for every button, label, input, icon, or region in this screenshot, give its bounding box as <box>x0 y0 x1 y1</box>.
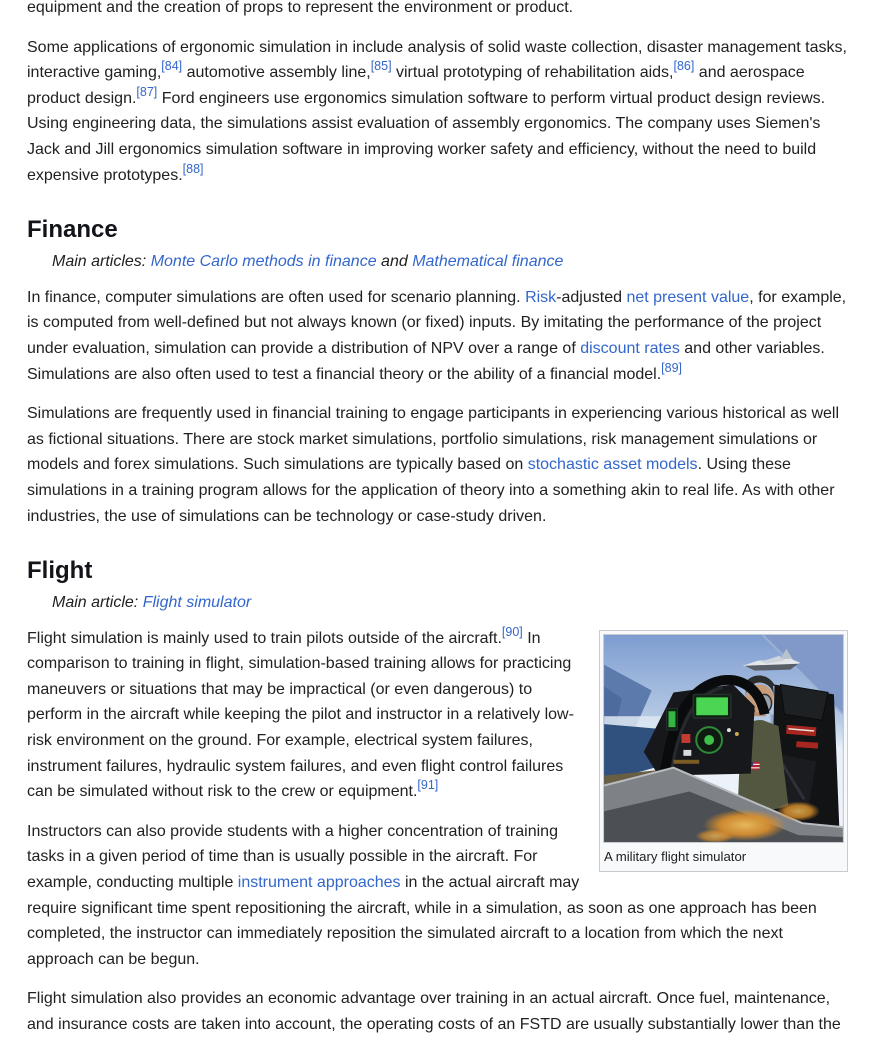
link-flight-simulator[interactable]: Flight simulator <box>142 594 252 612</box>
ref-91 <box>417 778 438 792</box>
ref-85 <box>371 59 392 73</box>
ref-86 <box>673 59 694 73</box>
link-mathematical-finance[interactable]: Mathematical finance <box>412 253 564 271</box>
text-segment: , for example, is computed from well-defined but not always known (or fixed) inputs. By imitating the performance of the project under evaluation, simulation can provide a distribution of NPV over a range of <box>27 288 847 357</box>
text-segment: equipment and the creation of props to represent the environment or product. <box>27 0 574 16</box>
ref-84-link[interactable]: [84] <box>161 59 183 74</box>
link-net-present-value[interactable]: net present value <box>626 288 750 306</box>
ref-89 <box>661 361 682 375</box>
text-segment: Simulations are frequently used in financial training to engage participants in experiencing various historical as well as fictional situations. There are stock market simulations, portfolio simulations, risk management simulations or models and forex simulations. Such simulations are typically based on <box>27 405 840 474</box>
paragraph-ergonomics-applications <box>27 35 848 189</box>
text-segment: in the actual aircraft may require significant time spent repositioning the aircraft, while in a simulation, as soon as one approach has been completed, the instructor can immediately reposition the simulated aircraft to a location from which the next approach can be begun. <box>27 874 817 968</box>
text-segment: Some applications of ergonomic simulation in include analysis of solid waste collection, disaster management tasks, interactive gaming, <box>27 38 847 82</box>
text-segment: virtual prototyping of rehabilitation aids, <box>391 64 674 82</box>
hatnote-flight <box>27 590 848 616</box>
text-segment: and other variables. Simulations are also often used to test a financial theory or the ability of a financial model. <box>27 339 825 383</box>
ref-91-link[interactable]: [91] <box>417 778 439 793</box>
text-segment: . Using these simulations in a training program allows for the application of theory into a something akin to real life. As with other industries, the use of simulations can be technology or case-study driven. <box>27 456 835 525</box>
link-instrument-approaches[interactable]: instrument approaches <box>237 874 401 892</box>
text-segment: -adjusted <box>556 288 627 306</box>
text-segment: Flight simulation also provides an economic advantage over training in an actual aircraft. Once fuel, maintenance, and insurance costs are taken into account, the operating costs of an FSTD are usually substantially lower than the <box>27 990 841 1033</box>
link-stochastic-asset-models[interactable]: stochastic asset models <box>527 456 698 474</box>
text-segment: In finance, computer simulations are often used for scenario planning. <box>27 288 526 306</box>
ref-87-link[interactable]: [87] <box>136 84 158 99</box>
heading-flight: Flight <box>27 557 93 585</box>
thumbnail-military-flight-simulator <box>599 630 848 872</box>
text-segment: and aerospace product design. <box>27 64 805 107</box>
text-segment: Flight simulation is mainly used to train pilots outside of the aircraft. <box>27 629 502 647</box>
ref-84 <box>161 59 182 73</box>
link-discount-rates[interactable]: discount rates <box>580 339 680 357</box>
heading-finance: Finance <box>27 216 118 244</box>
ref-90-link[interactable]: [90] <box>501 624 523 639</box>
ref-88 <box>183 162 204 176</box>
ref-90 <box>502 625 523 639</box>
text-segment: automotive assembly line, <box>182 64 371 82</box>
hatnote-finance <box>27 249 848 275</box>
ref-86-link[interactable]: [86] <box>673 59 695 74</box>
text-segment: Ford engineers use ergonomics simulation software to perform virtual product design reviews. Using engineering data, the simulations assist evaluation of assembly ergonomics. The company uses Siemen's Jack and Jill ergonomics simulation software in improving worker safety and efficiency, without the need to build expensive prototypes. <box>27 89 826 184</box>
thumbnail-caption: A military flight simulator <box>604 848 747 864</box>
text-segment: Main articles: <box>52 253 151 271</box>
ref-85-link[interactable]: [85] <box>370 59 392 74</box>
link-risk[interactable]: Risk <box>525 288 557 306</box>
text-segment: Main article: <box>52 594 143 612</box>
ref-88-link[interactable]: [88] <box>182 161 204 176</box>
paragraph-finance-1 <box>27 285 848 387</box>
link-monte-carlo-methods-in-finance[interactable]: Monte Carlo methods in finance <box>150 253 377 271</box>
text-segment: and <box>376 253 413 271</box>
paragraph-finance-2 <box>27 401 848 529</box>
paragraph-flight-3 <box>27 986 848 1037</box>
paragraph-ergonomics-tail <box>27 0 848 21</box>
text-segment: In comparison to training in flight, simulation-based training allows for practicing maneuvers or situations that may be impractical (or even dangerous) to perform in the aircraft while keeping the pilot and instructor in a relatively low-risk environment on the ground. For example, electrical system failures, instrument failures, hydraulic system failures, and even flight control failures can be simulated without risk to the crew or equipment. <box>27 629 574 801</box>
ref-89-link[interactable]: [89] <box>661 360 682 375</box>
ref-87 <box>136 85 157 99</box>
military-flight-simulator-image[interactable] <box>603 634 844 843</box>
text-segment: Instructors can also provide students with a higher concentration of training tasks in a given period of time than is usually possible in the aircraft. For example, conducting multiple <box>27 822 558 892</box>
